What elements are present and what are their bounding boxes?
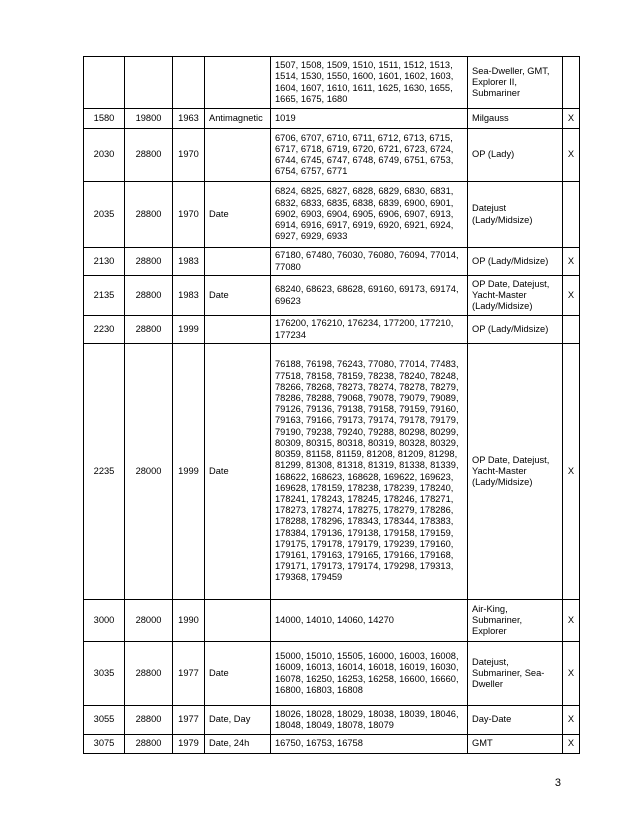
calibers-table <box>83 56 580 754</box>
type-cell: OP Date, Datejust, Yacht-Master (Lady/Midsize) <box>468 344 563 600</box>
type-cell: Milgauss <box>468 109 563 129</box>
table-row <box>84 182 580 248</box>
type-cell: OP (Lady/Midsize) <box>468 316 563 344</box>
features-cell <box>205 129 271 182</box>
features-cell <box>205 316 271 344</box>
bph-cell: 28800 <box>125 129 173 182</box>
models-cell: 1507, 1508, 1509, 1510, 1511, 1512, 1513, 1514, 1530, 1550, 1600, 1601, 1602, 1603, 1604, 1607, 1610, 1611, 1625, 1630, 1655, 1665, 1675, 1680 <box>271 57 468 109</box>
bph-cell: 19800 <box>125 109 173 129</box>
mark-cell: X <box>563 706 580 735</box>
table-row <box>84 706 580 735</box>
type-cell: Datejust, Submariner, Sea-Dweller <box>468 642 563 706</box>
year-cell: 1983 <box>173 276 205 316</box>
caliber-cell <box>84 57 125 109</box>
type-cell: Datejust (Lady/Midsize) <box>468 182 563 248</box>
bph-cell: 28800 <box>125 276 173 316</box>
bph-cell: 28000 <box>125 344 173 600</box>
caliber-cell: 1580 <box>84 109 125 129</box>
models-cell: 1019 <box>271 109 468 129</box>
year-cell: 1999 <box>173 316 205 344</box>
mark-cell: X <box>563 276 580 316</box>
models-cell: 176200, 176210, 176234, 177200, 177210, 177234 <box>271 316 468 344</box>
mark-cell: X <box>563 600 580 642</box>
year-cell <box>173 57 205 109</box>
models-cell: 14000, 14010, 14060, 14270 <box>271 600 468 642</box>
bph-cell: 28000 <box>125 600 173 642</box>
mark-cell <box>563 316 580 344</box>
caliber-cell: 3075 <box>84 735 125 754</box>
mark-cell: X <box>563 129 580 182</box>
year-cell: 1977 <box>173 706 205 735</box>
caliber-cell: 2030 <box>84 129 125 182</box>
bph-cell: 28800 <box>125 706 173 735</box>
table-row <box>84 276 580 316</box>
models-cell: 68240, 68623, 68628, 69160, 69173, 69174, 69623 <box>271 276 468 316</box>
bph-cell <box>125 57 173 109</box>
type-cell: Day-Date <box>468 706 563 735</box>
features-cell <box>205 57 271 109</box>
mark-cell: X <box>563 642 580 706</box>
features-cell: Date, Day <box>205 706 271 735</box>
type-cell: GMT <box>468 735 563 754</box>
models-cell: 16750, 16753, 16758 <box>271 735 468 754</box>
mark-cell: X <box>563 109 580 129</box>
year-cell: 1963 <box>173 109 205 129</box>
mark-cell <box>563 182 580 248</box>
year-cell: 1999 <box>173 344 205 600</box>
features-cell: Antimagnetic <box>205 109 271 129</box>
mark-cell: X <box>563 735 580 754</box>
features-cell: Date <box>205 642 271 706</box>
features-cell <box>205 600 271 642</box>
page-number: 3 <box>554 777 561 789</box>
type-cell: OP Date, Datejust, Yacht-Master (Lady/Midsize) <box>468 276 563 316</box>
caliber-cell: 3035 <box>84 642 125 706</box>
year-cell: 1970 <box>173 182 205 248</box>
caliber-cell: 2135 <box>84 276 125 316</box>
table-row <box>84 642 580 706</box>
table-row <box>84 316 580 344</box>
models-cell: 18026, 18028, 18029, 18038, 18039, 18046, 18048, 18049, 18078, 18079 <box>271 706 468 735</box>
table-row <box>84 344 580 600</box>
features-cell: Date <box>205 344 271 600</box>
caliber-cell: 2035 <box>84 182 125 248</box>
year-cell: 1990 <box>173 600 205 642</box>
bph-cell: 28800 <box>125 182 173 248</box>
year-cell: 1979 <box>173 735 205 754</box>
type-cell: Air-King, Submariner, Explorer <box>468 600 563 642</box>
features-cell: Date <box>205 276 271 316</box>
caliber-cell: 3000 <box>84 600 125 642</box>
caliber-cell: 2230 <box>84 316 125 344</box>
mark-cell: X <box>563 344 580 600</box>
type-cell: Sea-Dweller, GMT, Explorer II, Submariner <box>468 57 563 109</box>
models-cell: 15000, 15010, 15505, 16000, 16003, 16008, 16009, 16013, 16014, 16018, 16019, 16030, 16078, 16250, 16253, 16258, 16600, 16660, 16800, 16803, 16808 <box>271 642 468 706</box>
features-cell: Date, 24h <box>205 735 271 754</box>
bph-cell: 28800 <box>125 642 173 706</box>
table-row <box>84 735 580 754</box>
table-row <box>84 57 580 109</box>
models-cell: 6706, 6707, 6710, 6711, 6712, 6713, 6715, 6717, 6718, 6719, 6720, 6721, 6723, 6724, 6744, 6745, 6747, 6748, 6749, 6751, 6753, 6754, 6757, 6771 <box>271 129 468 182</box>
type-cell: OP (Lady) <box>468 129 563 182</box>
features-cell: Date <box>205 182 271 248</box>
year-cell: 1983 <box>173 248 205 276</box>
type-cell: OP (Lady/Midsize) <box>468 248 563 276</box>
table-row <box>84 248 580 276</box>
bph-cell: 28800 <box>125 735 173 754</box>
bph-cell: 28800 <box>125 248 173 276</box>
models-cell: 6824, 6825, 6827, 6828, 6829, 6830, 6831, 6832, 6833, 6835, 6838, 6839, 6900, 6901, 6902, 6903, 6904, 6905, 6906, 6907, 6913, 6914, 6916, 6917, 6919, 6920, 6921, 6924, 6927, 6929, 6933 <box>271 182 468 248</box>
features-cell <box>205 248 271 276</box>
table-row <box>84 600 580 642</box>
mark-cell <box>563 57 580 109</box>
mark-cell: X <box>563 248 580 276</box>
models-cell: 67180, 67480, 76030, 76080, 76094, 77014, 77080 <box>271 248 468 276</box>
table-row <box>84 109 580 129</box>
caliber-cell: 2235 <box>84 344 125 600</box>
caliber-cell: 3055 <box>84 706 125 735</box>
caliber-cell: 2130 <box>84 248 125 276</box>
table-row <box>84 129 580 182</box>
year-cell: 1970 <box>173 129 205 182</box>
year-cell: 1977 <box>173 642 205 706</box>
models-cell: 76188, 76198, 76243, 77080, 77014, 77483, 77518, 78158, 78159, 78238, 78240, 78248, 78266, 78268, 78273, 78274, 78278, 78279, 78286, 78288, 79068, 79078, 79079, 79089, 79126, 79136, 79138, 79158, 79159, 79160, 79163, 79166, 79173, 79174, 79178, 79179, 79190, 79238, 79240, 79288, 80298, 80299, 80309, 80315, 80318, 80319, 80328, 80329, 80359, 81158, 81159, 81208, 81209, 81298, 81299, 81308, 81318, 81319, 81338, 81339, 168622, 168623, 168628, 169622, 169623, 169628, 178159, 178238, 178239, 178240, 178241, 178243, 178245, 178246, 178271, 178273, 178274, 178275, 178279, 178286, 178288, 178296, 178343, 178344, 178383, 178384, 179136, 179138, 179158, 179159, 179175, 179178, 179179, 179239, 179160, 179161, 179163, 179165, 179166, 179168, 179171, 179173, 179174, 179298, 179313, 179368, 179459 <box>271 344 468 600</box>
bph-cell: 28800 <box>125 316 173 344</box>
